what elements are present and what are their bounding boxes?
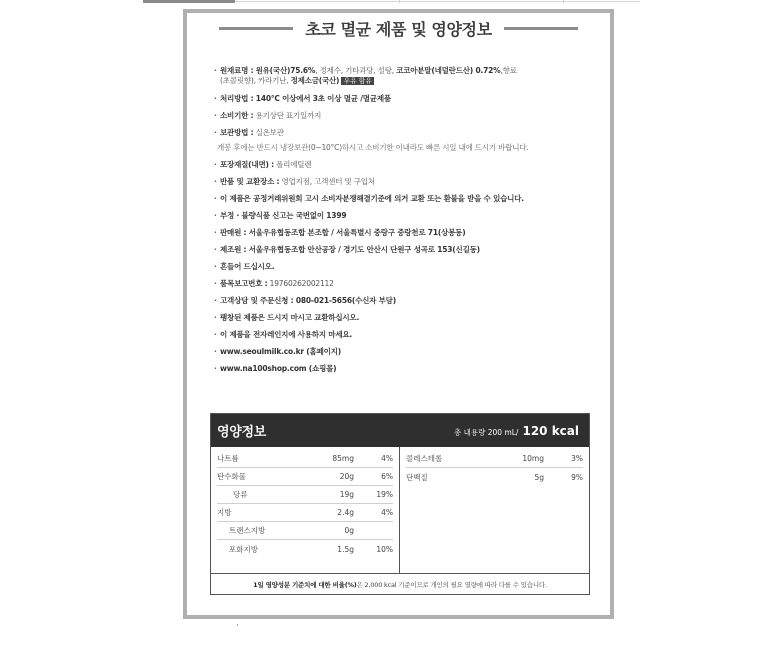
nutrient-name: 탄수화물 <box>217 472 246 481</box>
nutrient-row <box>217 540 393 558</box>
nutrient-percent: 19% <box>376 490 393 499</box>
ingredients-salt: 정제소금(국산) <box>290 75 340 85</box>
maker-text: 제조원 : 서울우유협동조합 안산공장 / 경기도 안산시 단원구 성곡로 153(신길동) <box>220 245 480 254</box>
nutrition-total <box>454 424 579 438</box>
storage-note: 개봉 후에는 반드시 냉장보관(0~10°C)하시고 소비기한 이내라도 빠른 시일 내에 드시기 바랍니다. <box>217 143 529 152</box>
nutrient-name: 콜레스테롤 <box>406 454 443 463</box>
nutrition-header <box>211 414 589 447</box>
ingredients-line2: (초콜릿향), 카라기난, <box>220 75 291 85</box>
nutrient-row <box>406 450 583 468</box>
product-info-list <box>214 66 594 381</box>
process-text: 처리방법 : 140°C 이상에서 3초 이상 멸균 /멸균제품 <box>220 93 391 103</box>
footnote-text: 은 2,000 kcal 기준이므로 개인의 필요 열량에 따라 다를 수 있습니다. <box>356 580 547 589</box>
total-kcal: 120 kcal <box>522 423 579 438</box>
microwave-warning: 이 제품을 전자레인지에 사용하지 마세요. <box>220 330 353 339</box>
nutrient-row <box>217 486 393 504</box>
ingredients-label: 원재료명 : <box>220 66 254 75</box>
homepage-link[interactable]: www.seoulmilk.co.kr (홈페이지) <box>220 347 341 356</box>
storage-value: 실온보관 <box>253 127 284 137</box>
nutrition-left-column <box>211 447 400 573</box>
refund-notice: 이 제품은 공정거래위원회 고시 소비자분쟁해결기준에 의거 교환 또는 환불을 받을 수 있습니다. <box>220 194 524 203</box>
packaging-label: 포장재질(내면) : <box>220 160 274 169</box>
report-number-item <box>214 279 594 289</box>
nutrition-right-column <box>400 447 589 573</box>
ingredients-text: , 정제수, 기타과당, 설탕, <box>315 66 397 75</box>
nutrient-amount: 5g <box>534 472 544 482</box>
title-rule-left <box>219 27 293 30</box>
nutrition-footnote <box>211 573 589 594</box>
nutrient-percent: 3% <box>571 454 583 463</box>
nutrient-amount: 2.4g <box>337 508 354 517</box>
nutrition-title: 영양정보 <box>217 425 267 440</box>
shop-link[interactable]: www.na100shop.com (쇼핑몰) <box>220 364 337 373</box>
nutrient-percent: 4% <box>381 454 393 463</box>
nutrient-name: 포화지방 <box>229 544 258 554</box>
title-row <box>187 15 610 41</box>
contact-text: 고객상담 및 주문신청 : 080-021-5656(수신자 부담) <box>220 296 396 305</box>
storage-item <box>214 128 594 153</box>
nutrient-percent: 10% <box>376 544 393 554</box>
nutrient-percent: 9% <box>571 472 583 482</box>
seller-item <box>214 228 594 238</box>
nutrient-name: 단백질 <box>406 472 428 482</box>
nutrition-facts-table <box>210 413 590 595</box>
nutrient-row <box>217 522 393 540</box>
nutrient-amount: 10mg <box>522 454 544 463</box>
expiry-value: 용기상단 표기일까지 <box>253 110 322 120</box>
report-number-value: 19760262002112 <box>267 279 334 288</box>
nutrient-row <box>217 504 393 522</box>
ingredients-flavor: ,향료 <box>500 66 517 75</box>
nutrient-amount: 85mg <box>332 454 354 463</box>
nutrient-amount: 19g <box>339 490 354 499</box>
nutrient-amount: 1.5g <box>337 544 354 554</box>
shop-item <box>214 364 594 374</box>
nutrient-row <box>406 468 583 486</box>
top-border-line <box>235 1 640 2</box>
exchange-value: 영업지점, 고객센터 및 구입처 <box>279 177 375 186</box>
expiry-item <box>214 111 594 121</box>
swollen-warning: 팽창된 제품은 드시지 마시고 교환하십시오. <box>220 313 360 322</box>
shake-text: 흔들어 드십시오. <box>220 262 275 271</box>
top-border-tick <box>399 0 400 3</box>
exchange-item <box>214 177 594 187</box>
nutrient-name: 나트륨 <box>217 454 239 463</box>
page-title: 초코 멸균 제품 및 영양정보 <box>305 19 492 39</box>
stray-mark <box>237 624 238 626</box>
title-rule-right <box>504 27 578 30</box>
ingredients-milk: 원유(국산)75.6% <box>255 66 316 75</box>
nutrient-percent: 6% <box>381 472 393 481</box>
ingredients-item <box>214 66 594 86</box>
total-volume: 총 내용량 200 mL/ <box>454 427 519 437</box>
microwave-warning-item <box>214 330 594 340</box>
footnote-bold: 1일 영양성분 기준치에 대한 비율(%) <box>253 580 357 589</box>
nutrient-name: 지방 <box>217 508 232 517</box>
allergen-badge: 우유 함유 <box>343 76 372 85</box>
expiry-label: 소비기한 : <box>220 110 254 120</box>
nutrient-row <box>217 468 393 486</box>
report-text: 부정 · 불량식품 신고는 국번없이 1399 <box>220 211 347 220</box>
report-item <box>214 211 594 221</box>
swollen-warning-item <box>214 313 594 323</box>
top-border-tick <box>563 0 564 3</box>
maker-item <box>214 245 594 255</box>
nutrient-name: 트랜스지방 <box>229 526 266 535</box>
nutrient-percent: 4% <box>381 508 393 517</box>
exchange-label: 반품 및 교환장소 : <box>220 177 280 186</box>
homepage-item <box>214 347 594 357</box>
refund-notice-item <box>214 194 594 204</box>
nutrient-name: 당류 <box>233 490 248 499</box>
nutrient-amount: 0g <box>344 526 354 535</box>
ingredients-cocoa: 코코아분말(네덜란드산) 0.72% <box>396 66 501 75</box>
nutrition-body <box>211 447 589 573</box>
packaging-value: 폴리에틸렌 <box>273 160 312 169</box>
product-info-panel <box>183 9 614 619</box>
seller-text: 판매원 : 서울우유협동조합 본조합 / 서울특별시 중랑구 중랑천로 71(상봉동) <box>220 228 466 237</box>
report-number-label: 품목보고번호 : <box>220 279 268 288</box>
packaging-item <box>214 160 594 170</box>
contact-item <box>214 296 594 306</box>
nutrient-amount: 20g <box>339 472 354 481</box>
process-item <box>214 94 594 104</box>
top-border <box>0 0 780 4</box>
top-border-active <box>143 0 235 3</box>
storage-label: 보관방법 : <box>220 127 254 137</box>
shake-item <box>214 262 594 272</box>
nutrient-row <box>217 450 393 468</box>
